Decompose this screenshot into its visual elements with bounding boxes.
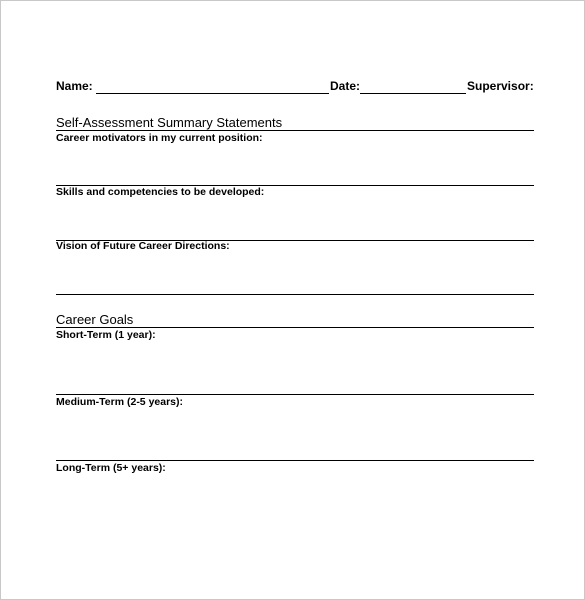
future-career-vision-line[interactable] [56,294,534,295]
short-term-line[interactable] [56,394,534,395]
name-label: Name: [56,79,93,93]
future-career-vision-label: Vision of Future Career Directions: [56,240,230,252]
career-goals-title: Career Goals [56,312,134,327]
medium-term-label: Medium-Term (2-5 years): [56,396,184,408]
career-goals-title-rule [56,327,534,328]
date-field-line[interactable] [360,93,466,94]
short-term-label: Short-Term (1 year): [56,329,156,341]
date-label: Date: [330,79,361,93]
self-assessment-title-rule [56,130,534,131]
long-term-label: Long-Term (5+ years): [56,462,166,474]
career-motivators-label: Career motivators in my current position: [56,132,263,144]
medium-term-line[interactable] [56,460,534,461]
self-assessment-title: Self-Assessment Summary Statements [56,115,283,130]
supervisor-label: Supervisor: [467,79,534,93]
name-field-line[interactable] [96,93,329,94]
skills-competencies-label: Skills and competencies to be developed: [56,186,265,198]
